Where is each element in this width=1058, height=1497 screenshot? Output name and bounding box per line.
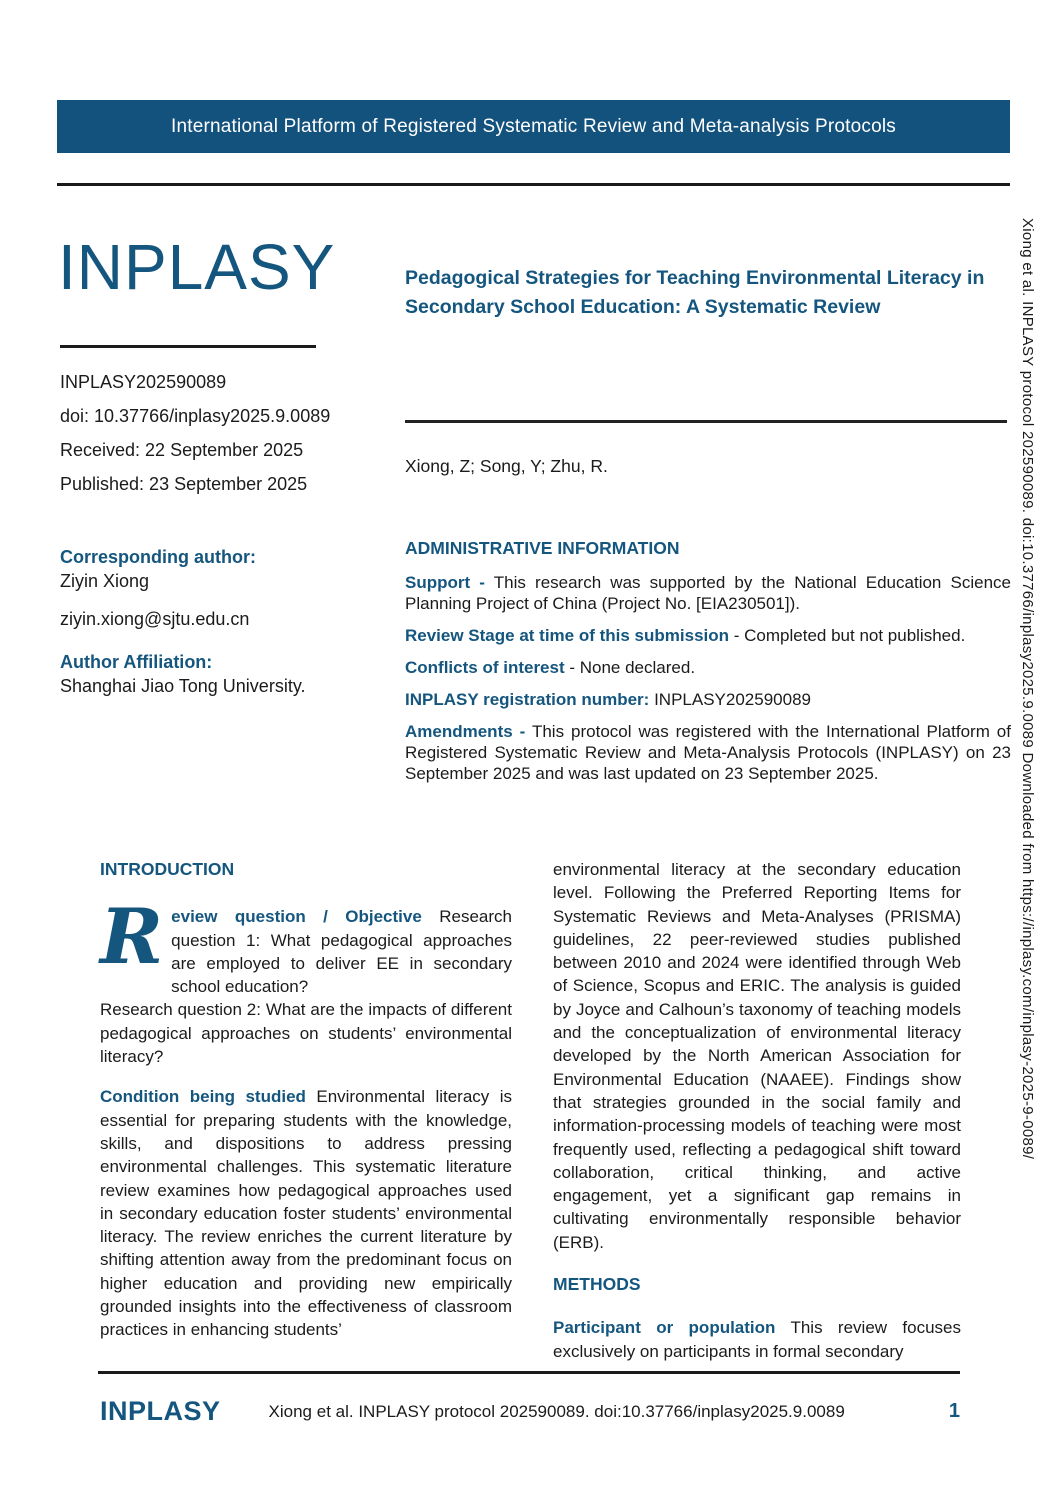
affiliation-value: Shanghai Jiao Tong University. (60, 676, 306, 696)
support-label: Support - (405, 573, 485, 592)
amendments-paragraph (405, 721, 1011, 784)
corresponding-author-name: Ziyin Xiong (60, 571, 150, 591)
authors-line: Xiong, Z; Song, Y; Zhu, R. (405, 456, 608, 476)
methods-heading: METHODS (553, 1274, 641, 1295)
support-paragraph (405, 572, 1011, 614)
logo-divider (60, 345, 316, 348)
registration-label: INPLASY registration number: (405, 690, 650, 709)
doi-line: doi: 10.37766/inplasy2025.9.0089 (60, 406, 331, 426)
participant-label: Participant or population (553, 1318, 776, 1338)
dropcap-letter: R (100, 892, 164, 982)
administrative-information-section (405, 538, 1011, 795)
support-text: This research was supported by the National Education Science Planning Project of China (Project No. [EIA230501]). (405, 573, 1011, 613)
top-divider (57, 183, 1010, 186)
registration-paragraph (405, 689, 1011, 710)
participant-paragraph (553, 1316, 961, 1363)
page-number: 1 (948, 1400, 960, 1422)
participant-text: This review focuses exclusively on participants in formal secondary (553, 1318, 961, 1361)
protocol-meta (60, 372, 330, 508)
authors-divider (405, 420, 1007, 423)
corresponding-author-block (60, 546, 305, 697)
condition-text: Environmental literacy is essential for preparing students with the knowledge, skills, and dispositions to address pressing environmental challenges. This systematic literature review examines how pedagogical approaches used in secondary education foster students’ environmental literacy. The review enriches the current literature by shifting attention away from the predominant focus on higher education and providing new empirically grounded insights into the effectiveness of classroom practices in enhancing students’ (100, 1087, 512, 1340)
introduction-heading: INTRODUCTION (100, 859, 235, 879)
page-footer (100, 1396, 960, 1427)
inplasy-logo: INPLASY (58, 231, 336, 303)
condition-label: Condition being studied (100, 1087, 306, 1107)
vertical-watermark-text: Xiong et al. INPLASY protocol 202590089. doi:10.37766/inplasy2025.9.0089 Downloaded from https://inplasy.com/inplasy-2025-9-0089/ (1019, 218, 1036, 1160)
condition-paragraph (100, 1085, 512, 1341)
registration-id: INPLASY202590089 (60, 372, 227, 392)
received-date: Received: 22 September 2025 (60, 440, 304, 460)
administrative-information-heading: ADMINISTRATIVE INFORMATION (405, 538, 680, 558)
published-date: Published: 23 September 2025 (60, 474, 308, 494)
conflicts-text: - None declared. (569, 658, 696, 677)
corresponding-author-label: Corresponding author: (60, 547, 256, 567)
amendments-label: Amendments - (405, 722, 526, 741)
introduction-continuation: environmental literacy at the secondary education level. Following the Preferred Reporting Items for Systematic Reviews and Meta-Analyses (PRISMA) guidelines, 22 peer-reviewed studies published between 2010 and 2024 were identified through Web of Science, Scopus and ERIC. The analysis is guided by Joyce and Calhoun’s taxonomy of teaching models and the conceptualization of environmental literacy developed by the North American Association for Environmental Education (NAAEE). Findings show that strategies grounded in the social family and information-processing models of teaching were most frequently used, reflecting a pedagogical shift toward collaboration, critical thinking, and active engagement, yet a significant gap remains in cultivating environmentally responsible behavior (ERB). (553, 860, 961, 1252)
body-column-right (553, 858, 961, 1380)
footer-citation: Xiong et al. INPLASY protocol 202590089. doi:10.37766/inplasy2025.9.0089 (268, 1401, 845, 1421)
review-question-paragraph (100, 892, 512, 1068)
conflicts-label: Conflicts of interest (405, 658, 565, 677)
platform-banner-text: International Platform of Registered Systematic Review and Meta-analysis Protocols (171, 115, 896, 137)
footer-divider (98, 1371, 960, 1374)
review-stage-paragraph (405, 625, 1011, 646)
platform-banner (57, 100, 1010, 153)
research-question-2: Research question 2: What are the impacts of different pedagogical approaches on students’ environmental literacy? (100, 1000, 512, 1067)
review-stage-text: - Completed but not published. (733, 626, 966, 645)
review-question-text: Research question 1: What pedagogical approaches are employed to deliver EE in secondary school education? (171, 907, 512, 997)
registration-value: INPLASY202590089 (654, 690, 811, 709)
review-stage-label: Review Stage at time of this submission (405, 626, 730, 645)
corresponding-author-email: ziyin.xiong@sjtu.edu.cn (60, 609, 250, 629)
conflicts-paragraph (405, 657, 1011, 678)
body-column-left (100, 858, 512, 1359)
footer-logo: INPLASY (100, 1396, 221, 1426)
amendments-text: This protocol was registered with the International Platform of Registered Systematic Review and Meta-Analysis Protocols (INPLASY) on 23 September 2025 and was last updated on 23 September 2025. (405, 722, 1011, 783)
affiliation-label: Author Affiliation: (60, 652, 213, 672)
review-question-label: eview question / Objective (171, 907, 422, 927)
article-title: Pedagogical Strategies for Teaching Environmental Literacy in Secondary School Education: A Systematic Review (405, 267, 985, 318)
